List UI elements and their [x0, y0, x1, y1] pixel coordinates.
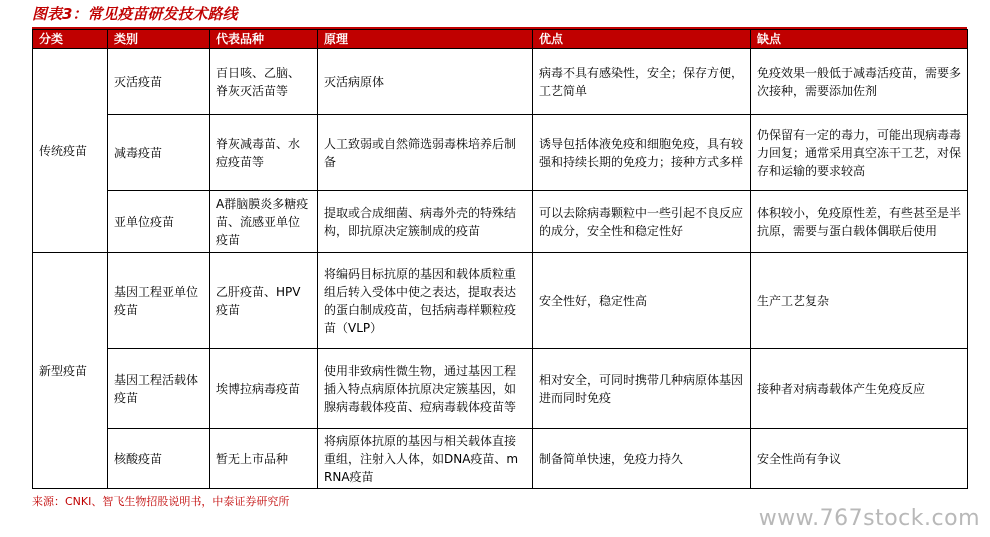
- table-header-row: [33, 30, 968, 49]
- pros-cell: 可以去除病毒颗粒中一些引起不良反应的成分，安全性和稳定性好: [533, 191, 751, 253]
- examples-cell: 暂无上市品种: [210, 429, 318, 489]
- cons-cell: 接种者对病毒载体产生免疫反应: [751, 349, 968, 429]
- examples-cell: 脊灰减毒苗、水痘疫苗等: [210, 115, 318, 191]
- pros-cell: 诱导包括体液免疫和细胞免疫，具有较强和持续长期的免疫力；接种方式多样: [533, 115, 751, 191]
- type-cell: 基因工程活载体疫苗: [108, 349, 210, 429]
- cons-cell: 体积较小，免疫原性差，有些甚至是半抗原，需要与蛋白载体偶联后使用: [751, 191, 968, 253]
- type-cell: 基因工程亚单位疫苗: [108, 253, 210, 349]
- pros-cell: 安全性好，稳定性高: [533, 253, 751, 349]
- pros-cell: 相对安全，可同时携带几种病原体基因进而同时免疫: [533, 349, 751, 429]
- pros-cell: 病毒不具有感染性，安全；保存方便，工艺简单: [533, 49, 751, 115]
- category-cell: 传统疫苗: [33, 49, 108, 253]
- vaccine-tech-table: [32, 29, 968, 489]
- cons-cell: 免疫效果一般低于减毒活疫苗，需要多次接种，需要添加佐剂: [751, 49, 968, 115]
- table-row: [33, 49, 968, 115]
- examples-cell: 埃博拉病毒疫苗: [210, 349, 318, 429]
- type-cell: 灭活疫苗: [108, 49, 210, 115]
- table-row: [33, 191, 968, 253]
- header-cons: 缺点: [751, 30, 968, 49]
- cons-cell: 仍保留有一定的毒力，可能出现病毒毒力回复；通常采用真空冻干工艺，对保存和运输的要求较高: [751, 115, 968, 191]
- examples-cell: A群脑膜炎多糖疫苗、流感亚单位疫苗: [210, 191, 318, 253]
- principle-cell: 人工致弱或自然筛选弱毒株培养后制备: [318, 115, 533, 191]
- header-pros: 优点: [533, 30, 751, 49]
- category-cell: 新型疫苗: [33, 253, 108, 489]
- type-cell: 核酸疫苗: [108, 429, 210, 489]
- type-cell: 减毒疫苗: [108, 115, 210, 191]
- cons-cell: 安全性尚有争议: [751, 429, 968, 489]
- watermark: www.767stock.com: [758, 506, 980, 531]
- examples-cell: 百日咳、乙脑、脊灰灭活苗等: [210, 49, 318, 115]
- figure-title: 图表3：常见疫苗研发技术路线: [32, 5, 238, 23]
- examples-cell: 乙肝疫苗、HPV疫苗: [210, 253, 318, 349]
- table-row: [33, 253, 968, 349]
- table-row: [33, 115, 968, 191]
- principle-cell: 使用非致病性微生物，通过基因工程插入特点病原体抗原决定簇基因，如腺病毒载体疫苗、痘病毒载体疫苗等: [318, 349, 533, 429]
- cons-cell: 生产工艺复杂: [751, 253, 968, 349]
- header-category: 分类: [33, 30, 108, 49]
- type-cell: 亚单位疫苗: [108, 191, 210, 253]
- pros-cell: 制备简单快速，免疫力持久: [533, 429, 751, 489]
- header-examples: 代表品种: [210, 30, 318, 49]
- table-row: [33, 429, 968, 489]
- principle-cell: 灭活病原体: [318, 49, 533, 115]
- principle-cell: 将病原体抗原的基因与相关载体直接重组，注射入人体，如DNA疫苗、mRNA疫苗: [318, 429, 533, 489]
- header-type: 类别: [108, 30, 210, 49]
- header-principle: 原理: [318, 30, 533, 49]
- source-note: 来源：CNKI、智飞生物招股说明书，中泰证券研究所: [32, 495, 290, 508]
- principle-cell: 将编码目标抗原的基因和载体质粒重组后转入受体中使之表达，提取表达的蛋白制成疫苗，包括病毒样颗粒疫苗（VLP）: [318, 253, 533, 349]
- table-row: [33, 349, 968, 429]
- principle-cell: 提取或合成细菌、病毒外壳的特殊结构，即抗原决定簇制成的疫苗: [318, 191, 533, 253]
